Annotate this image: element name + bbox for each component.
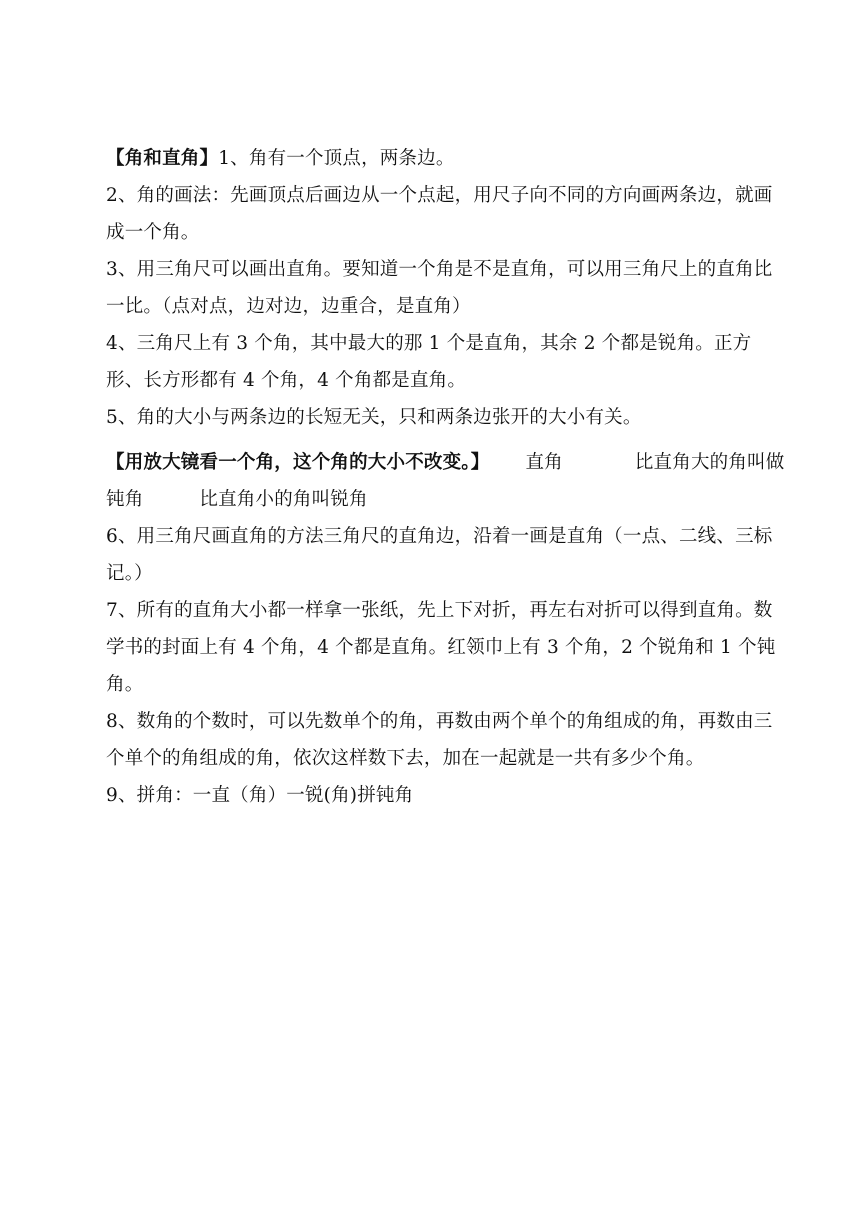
paragraph-8: 8、数角的个数时，可以先数单个的角，再数由两个单个的角组成的角，再数由三个单个的角组成的角，依次这样数下去，加在一起就是一共有多少个角。 (106, 711, 773, 769)
document-body (106, 140, 786, 814)
paragraph-magnifier (106, 444, 786, 518)
paragraph-1 (106, 140, 786, 177)
paragraph-6: 6、用三角尺画直角的方法三角尺的直角边，沿着一画是直角（一点、二线、三标记。） (106, 526, 773, 584)
section-heading-angles: 【角和直角】 (106, 148, 219, 169)
paragraph-7: 7、所有的直角大小都一样拿一张纸，先上下对折，再左右对折可以得到直角。数学书的封面上有 4 个角，4 个都是直角。红领巾上有 3 个角，2 个锐角和 1 个钝角。 (106, 600, 776, 695)
section-heading-magnifier: 【用放大镜看一个角，这个角的大小不改变。】 (106, 452, 490, 473)
paragraph-1-text: 1、角有一个顶点，两条边。 (218, 148, 455, 169)
obtuse-angle-definition: 比直角大的角叫做钝角 (106, 452, 785, 510)
paragraph-4: 4、三角尺上有 3 个角，其中最大的那 1 个是直角，其余 2 个都是锐角。正方形、长方形都有 4 个角，4 个角都是直角。 (106, 333, 752, 391)
acute-angle-definition: 比直角小的角叫锐角 (199, 489, 368, 510)
right-angle-term: 直角 (525, 452, 563, 473)
paragraph-2: 2、角的画法：先画顶点后画边从一个点起，用尺子向不同的方向画两条边，就画成一个角。 (106, 185, 773, 243)
paragraph-3: 3、用三角尺可以画出直角。要知道一个角是不是直角，可以用三角尺上的直角比一比。（点对点，边对边，边重合，是直角） (106, 259, 773, 317)
paragraph-9: 9、拼角：一直（角）一锐(角)拼钝角 (106, 785, 414, 806)
paragraph-5: 5、角的大小与两条边的长短无关，只和两条边张开的大小有关。 (106, 407, 642, 428)
